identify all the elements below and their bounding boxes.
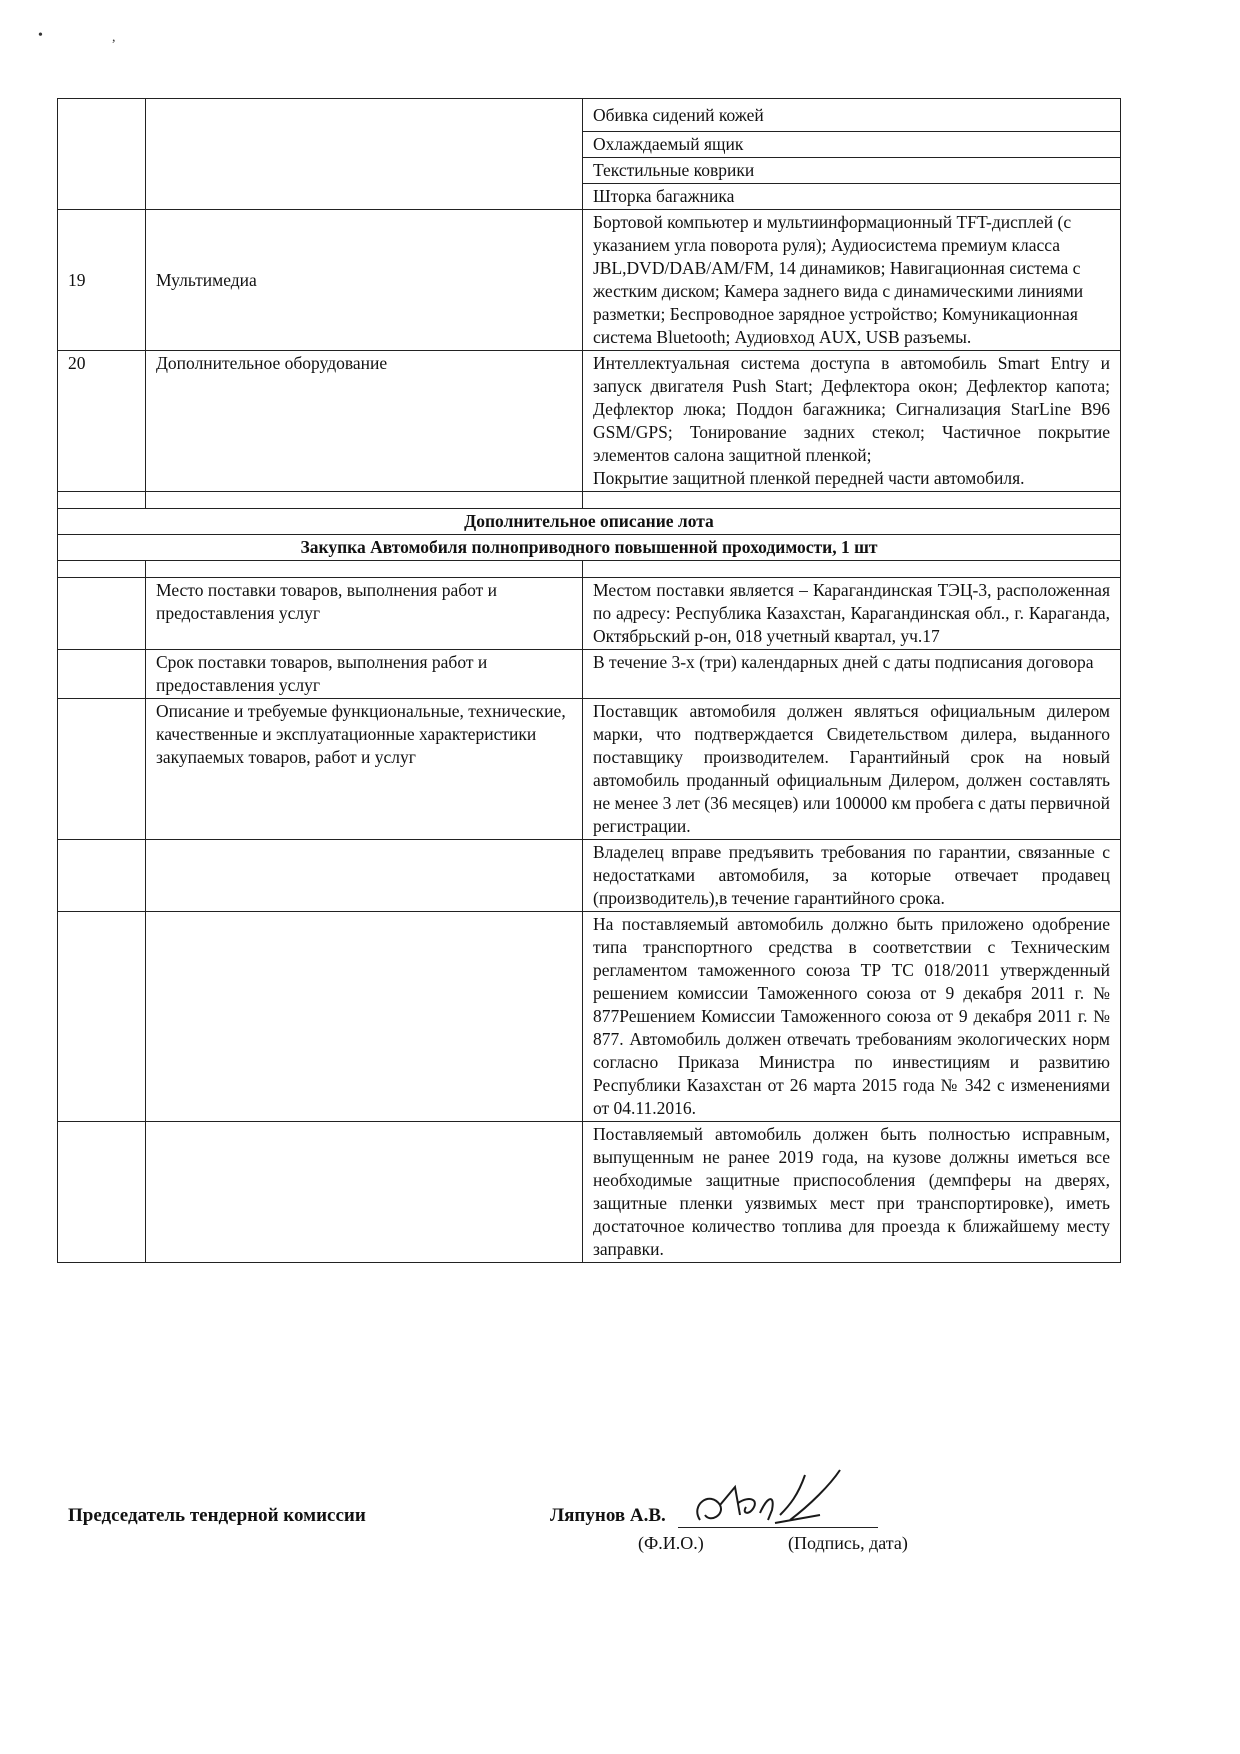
row-value: Поставляемый автомобиль должен быть полностью исправным, выпущенным не ранее 2019 года, на кузове должны иметься все необходимые защитные приспособления (демпферы на дверях, защитные пленки уязвимых мест при транспортировке), иметь достаточное количество топлива для проезда к ближайшему месту заправки. bbox=[583, 1122, 1121, 1263]
row-value: Владелец вправе предъявить требования по гарантии, связанные с недостатками автомобиля, за которые отвечает продавец (производитель),в течение гарантийного срока. bbox=[583, 840, 1121, 912]
row-value: Обивка сидений кожей bbox=[583, 99, 1121, 132]
row-number: 19 bbox=[58, 210, 146, 351]
row-value: В течение 3-х (три) календарных дней с даты подписания договора bbox=[583, 650, 1121, 699]
row-name: Срок поставки товаров, выполнения работ и предоставления услуг bbox=[146, 650, 583, 699]
row-value: Текстильные коврики bbox=[583, 158, 1121, 184]
table-row bbox=[58, 912, 1121, 1122]
row-name: Место поставки товаров, выполнения работ и предоставления услуг bbox=[146, 578, 583, 650]
table-row bbox=[58, 210, 1121, 351]
row-value-text: Интеллектуальная система доступа в автомобиль Smart Entry и запуск двигателя Push Start; Дефлектора окон; Дефлектор капота; Дефлектор люка; Поддон багажника; Сигнализация StarLine B96 GSM/GPS; Тонирование задних стекол; Частичное покрытие элементов салона защитной пленкой; bbox=[593, 353, 1110, 465]
row-value: Шторка багажника bbox=[583, 184, 1121, 210]
row-name: Дополнительное оборудование bbox=[146, 351, 583, 492]
table-row bbox=[58, 1122, 1121, 1263]
table-row bbox=[58, 578, 1121, 650]
signature-line bbox=[678, 1527, 878, 1528]
row-name: Описание и требуемые функциональные, технические, качественные и эксплуатационные характеристики закупаемых товаров, работ и услуг bbox=[146, 699, 583, 840]
row-value: На поставляемый автомобиль должно быть приложено одобрение типа транспортного средства в соответствии с Техническим регламентом таможенного союза ТР ТС 018/2011 утвержденный решением комиссии Таможенного союза от 9 декабря 2011 г. № 877Решением Комиссии Таможенного союза от 9 декабря 2011 г. № 877. Автомобиль должен отвечать требованиям экологических норм согласно Приказа Министра по инвестициям и развитию Республики Казахстан от 26 марта 2015 года № 342 с изменениями от 04.11.2016. bbox=[583, 912, 1121, 1122]
row-name: Мультимедиа bbox=[146, 210, 583, 351]
table-row bbox=[58, 650, 1121, 699]
row-value: Местом поставки является – Карагандинская ТЭЦ-3, расположенная по адресу: Республика Казахстан, Карагандинская обл., г. Караганда, Октябрьский р-он, 018 учетный квартал, уч.17 bbox=[583, 578, 1121, 650]
section-title: Дополнительное описание лота bbox=[58, 509, 1121, 535]
table-row bbox=[58, 99, 1121, 132]
fio-caption: (Ф.И.О.) bbox=[638, 1533, 704, 1553]
row-name bbox=[146, 1122, 583, 1263]
specification-table bbox=[57, 98, 1121, 1263]
chair-label: Председатель тендерной комиссии bbox=[68, 1505, 366, 1526]
row-value: Поставщик автомобиля должен являться официальным дилером марки, что подтверждается Свидетельством дилера, выданного поставщику производителем. Гарантийный срок на новый автомобиль проданный официальным Дилером, должен составлять не менее 3 лет (36 месяцев) или 100000 км пробега с даты первичной регистрации. bbox=[583, 699, 1121, 840]
scan-mark-left: • bbox=[38, 28, 43, 43]
scan-mark-right: , bbox=[112, 30, 116, 45]
table-row bbox=[58, 351, 1121, 492]
table-row bbox=[58, 699, 1121, 840]
person-name: Ляпунов А.В. bbox=[550, 1505, 666, 1526]
row-number bbox=[58, 99, 146, 210]
row-value: Охлаждаемый ящик bbox=[583, 132, 1121, 158]
row-name bbox=[146, 99, 583, 210]
row-name bbox=[146, 840, 583, 912]
row-name bbox=[146, 912, 583, 1122]
table-row-lot bbox=[58, 535, 1121, 561]
signature-block bbox=[68, 1505, 1168, 1595]
row-number: 20 bbox=[58, 351, 146, 492]
table-row-empty bbox=[58, 492, 1121, 509]
sign-date-caption: (Подпись, дата) bbox=[788, 1533, 908, 1553]
table-row-section bbox=[58, 509, 1121, 535]
lot-title: Закупка Автомобиля полноприводного повышенной проходимости, 1 шт bbox=[58, 535, 1121, 561]
row-value: Бортовой компьютер и мультиинформационный TFT-дисплей (с указанием угла поворота руля); Аудиосистема премиум класса JBL,DVD/DAB/AM/FM, 14 динамиков; Навигационная система с жестким диском; Камера заднего вида с динамическими линиями разметки; Беспроводное зарядное устройство; Комуникационная система Bluetooth; Аудиовход AUX, USB разъемы. bbox=[583, 210, 1121, 351]
table-row bbox=[58, 840, 1121, 912]
table-row-empty bbox=[58, 561, 1121, 578]
row-value bbox=[583, 351, 1121, 492]
row-value-text: Покрытие защитной пленкой передней части автомобиля. bbox=[593, 468, 1025, 488]
